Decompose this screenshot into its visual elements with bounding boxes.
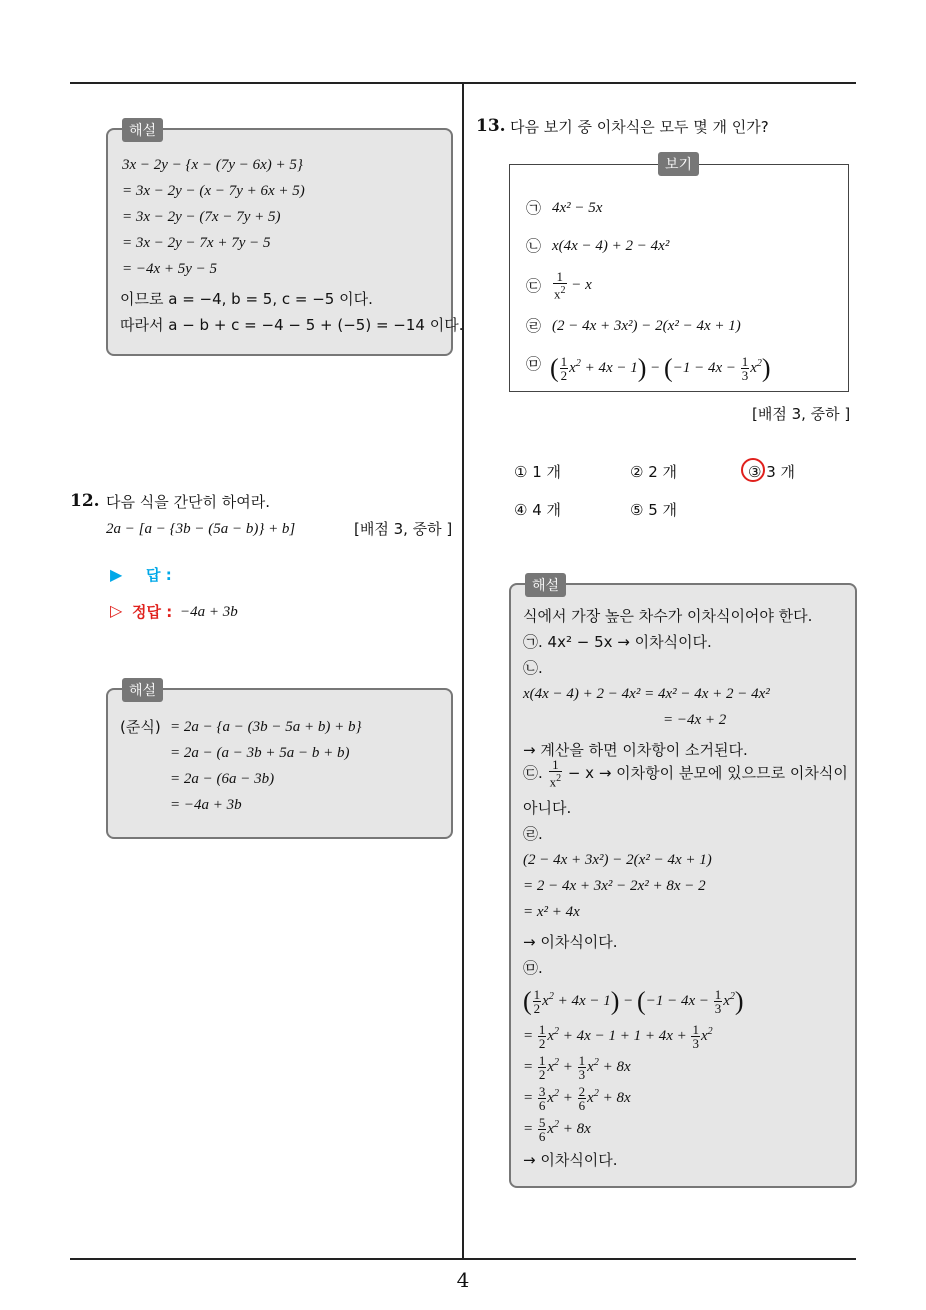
solution-tag: 해설 [525, 573, 566, 597]
q12-score: [배점 3, 중하 ] [354, 520, 453, 538]
solution-conclusion: 이므로 a = −4, b = 5, c = −5 이다. [120, 290, 373, 308]
solution-e-3: = $\frac{1}{2}$ $x^2$ + $\frac{1}{3}$ $x^2 + 8x$ [523, 1053, 631, 1083]
solution-line: = 3x − 2y − (7x − 7y + 5) [122, 209, 281, 225]
solution-line: = 2a − {a − (3b − 5a + b) + b} [170, 719, 362, 735]
solution-b-2: = −4x + 2 [663, 712, 727, 728]
solution-line: = 3x − 2y − (x − 7y + 6x + 5) [122, 183, 305, 199]
solution-line: = −4x + 5y − 5 [122, 261, 218, 277]
solution-d-head: ㉣. [523, 825, 543, 843]
q13-score: [배점 3, 중하 ] [752, 405, 851, 423]
solution-box-q13 [509, 578, 857, 1188]
choice-5[interactable]: ⑤ 5 개 [630, 501, 678, 519]
solution-c-2: 아니다. [523, 799, 572, 817]
correct-value: −4a + 3b [180, 604, 238, 620]
answer-label: 답 : [146, 566, 172, 584]
bogi-mark: ㉢ [526, 277, 542, 295]
bogi-mark: ㉠ [526, 199, 542, 217]
solution-e-2: = $\frac{1}{2}$ $x^2 + 4x - 1 + 1 + 4x$ + $\frac{1}{3}$ $x^2$ [523, 1022, 713, 1052]
solution-e-head: ㉤. [523, 959, 543, 977]
solution-line: = 2a − (a − 3b + 5a − b + b) [170, 745, 350, 761]
bogi-item-a: 4x² − 5x [552, 200, 603, 216]
bogi-mark: ㉣ [526, 317, 542, 335]
bogi-item-d: (2 − 4x + 3x²) − 2(x² − 4x + 1) [552, 318, 741, 334]
q13-number: 13. [476, 116, 506, 136]
bogi-mark: ㉤ [526, 355, 542, 373]
solution-b-3: → 계산을 하면 이차항이 소거된다. [523, 741, 748, 759]
answer-arrow-icon: ▶ [110, 565, 123, 584]
bottom-rule [70, 1258, 856, 1260]
solution-line: 3x − 2y − {x − (7y − 6x) + 5} [122, 157, 303, 173]
solution-d-4: → 이차식이다. [523, 933, 618, 951]
bogi-mark: ㉡ [526, 237, 542, 255]
solution-e-1: ( $\frac{1}{2}$ $x^2 + 4x - 1) - (-1 - 4x$ − $\frac{1}{3}$ $x^2$) [523, 986, 744, 1017]
q12-question: 다음 식을 간단히 하여라. [106, 493, 270, 511]
correct-arrow-icon: ▷ [110, 601, 123, 620]
solution-intro: 식에서 가장 높은 차수가 이차식이어야 한다. [523, 607, 813, 625]
bogi-item-c-tail: − x [571, 277, 592, 293]
solution-box-q12 [106, 683, 453, 839]
solution-c-head: ㉢. [523, 764, 543, 782]
solution-c: ㉢. $\frac{1}{x^2}$ − x → 이차항이 분모에 있으므로 이차식이 [523, 757, 848, 790]
solution-d-1: (2 − 4x + 3x²) − 2(x² − 4x + 1) [523, 852, 712, 868]
solution-tag: 해설 [122, 678, 163, 702]
q12-number: 12. [70, 491, 100, 511]
choice-1[interactable]: ① 1 개 [514, 463, 562, 481]
page-number: 4 [456, 1268, 470, 1292]
column-divider [462, 82, 464, 1260]
solution-d-2: = 2 − 4x + 3x² − 2x² + 8x − 2 [523, 878, 706, 894]
solution-line: = −4a + 3b [170, 797, 242, 813]
bogi-tag: 보기 [658, 152, 699, 176]
bogi-item-e: ( $\frac{1}{2}$ $x^2 + 4x - 1) - (-1 - 4x$ − $\frac{1}{3}$ $x^2$) [550, 353, 771, 384]
solution-line: = 3x − 2y − 7x + 7y − 5 [122, 235, 271, 251]
q13-question: 다음 보기 중 이차식은 모두 몇 개 인가? [510, 118, 769, 136]
solution-b-head: ㉡. [523, 659, 543, 677]
solution-b-1: x(4x − 4) + 2 − 4x² = 4x² − 4x + 2 − 4x² [523, 686, 770, 702]
solution-line: = 2a − (6a − 3b) [170, 771, 275, 787]
bogi-item-c: $\frac{1}{x^2}$ − x [554, 269, 592, 302]
solution-d-3: = x² + 4x [523, 904, 580, 920]
choice-3[interactable]: ③ 3 개 [748, 463, 796, 481]
bogi-item-b: x(4x − 4) + 2 − 4x² [552, 238, 670, 254]
correct-label: 정답 : [132, 603, 173, 621]
choice-4[interactable]: ④ 4 개 [514, 501, 562, 519]
solution-box-prev [106, 123, 464, 356]
solution-prefix: (준식) [120, 718, 161, 736]
solution-tag: 해설 [122, 118, 163, 142]
selected-answer-circle [741, 458, 765, 482]
solution-conclusion: 따라서 a − b + c = −4 − 5 + (−5) = −14 이다. [120, 316, 464, 334]
solution-e-5: = $\frac{5}{6}$ $x^2 + 8x$ [523, 1115, 591, 1145]
solution-a: ㉠. 4x² − 5x → 이차식이다. [523, 633, 712, 651]
solution-c-tail: − x → 이차항이 분모에 있으므로 이차식이 [567, 764, 848, 782]
solution-e-4: = $\frac{3}{6}$ $x^2$ + $\frac{2}{6}$ $x^2 + 8x$ [523, 1084, 631, 1114]
choice-2[interactable]: ② 2 개 [630, 463, 678, 481]
bogi-box [509, 157, 849, 392]
q12-expression: 2a − [a − {3b − (5a − b)} + b] [106, 521, 296, 537]
solution-e-conclusion: → 이차식이다. [523, 1151, 618, 1169]
